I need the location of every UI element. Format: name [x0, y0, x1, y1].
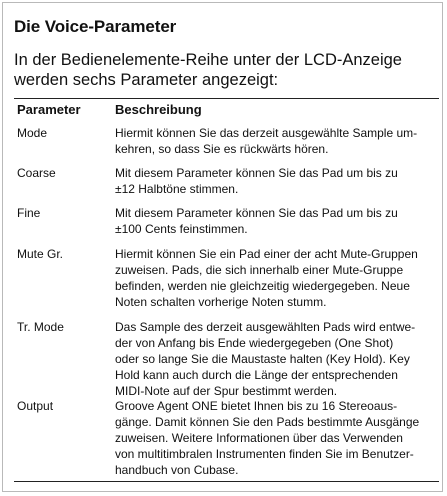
description-line: handbuch von Cubase. [115, 463, 239, 477]
description-line: zuweisen. Weitere Informationen über das Verwenden [115, 431, 403, 445]
param-name: Fine [17, 206, 41, 220]
description-line: ±12 Halbtöne stimmen. [115, 182, 239, 196]
intro-line: werden sechs Parameter angezeigt: [14, 71, 279, 89]
intro-text [14, 50, 434, 90]
param-name: Tr. Mode [17, 320, 64, 334]
param-description [115, 125, 435, 157]
description-line: Noten schalten vorherige Noten stumm. [115, 295, 327, 309]
section-title: Die Voice-Parameter [14, 17, 177, 36]
description-line: Hold kann auch durch die Länge der entsprechenden [115, 368, 398, 382]
param-description [115, 205, 435, 237]
description-line: Groove Agent ONE bietet Ihnen bis zu 16 Stereoaus- [115, 399, 398, 413]
param-description [115, 398, 435, 478]
description-line: ±100 Cents feinstimmen. [115, 222, 248, 236]
param-name: Mode [17, 126, 48, 140]
header-parameter: Parameter [17, 102, 81, 117]
description-line: MIDI-Note auf der Spur bestimmt werden. [115, 384, 338, 398]
param-name: Coarse [17, 166, 56, 180]
header-description: Beschreibung [115, 102, 202, 117]
intro-line: In der Bedienelemente-Reihe unter der LCD-Anzeige [14, 51, 402, 69]
description-line: Mit diesem Parameter können Sie das Pad um bis zu [115, 206, 398, 220]
description-line: von multitimbralen Instrumenten finden Sie im Benutzer- [115, 447, 414, 461]
description-line: zuweisen. Pads, die sich innerhalb einer Mute-Gruppe [115, 263, 404, 277]
param-name: Mute Gr. [17, 247, 64, 261]
table-header [14, 99, 439, 119]
description-line: der von Anfang bis Ende wiedergegeben (One Shot) [115, 336, 394, 350]
description-line: oder so lange Sie die Maustaste halten (Key Hold). Key [115, 352, 410, 366]
table-bottom-rule [14, 481, 439, 482]
description-line: kehren, so dass Sie es rückwärts hören. [115, 142, 329, 156]
description-line: Mit diesem Parameter können Sie das Pad um bis zu [115, 166, 398, 180]
param-description [115, 165, 435, 197]
param-description [115, 319, 435, 399]
description-line: Das Sample des derzeit ausgewählten Pads wird entwe- [115, 320, 416, 334]
description-line: befinden, werden nie gleichzeitig wiedergegeben. Neue [115, 279, 410, 293]
param-name: Output [17, 399, 54, 413]
description-line: gänge. Damit können Sie den Pads bestimmte Ausgänge [115, 415, 420, 429]
param-description [115, 246, 435, 310]
description-line: Hiermit können Sie das derzeit ausgewählte Sample um- [115, 126, 418, 140]
description-line: Hiermit können Sie ein Pad einer der acht Mute-Gruppen [115, 247, 418, 261]
